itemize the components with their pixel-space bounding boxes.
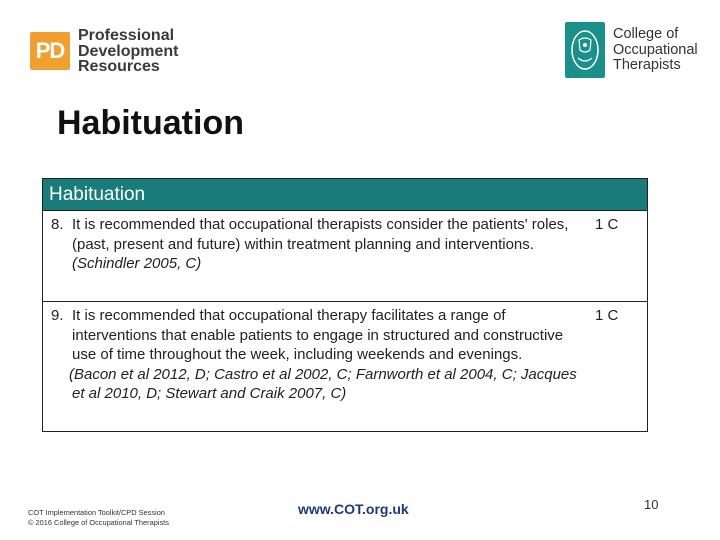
table-header: Habituation xyxy=(43,179,647,211)
cot-logo-text xyxy=(613,27,698,74)
footer-copyright-line: © 2016 College of Occupational Therapists xyxy=(28,518,169,527)
table-row xyxy=(43,211,647,302)
recommendation-number: 8. xyxy=(51,216,64,233)
recommendation-grade: 1 C xyxy=(595,216,619,233)
page-number: 10 xyxy=(644,497,659,512)
pd-badge: PD xyxy=(30,32,70,70)
recommendation-citation: (Schindler 2005, C) xyxy=(72,255,202,272)
cot-logo xyxy=(565,22,715,80)
cot-logo-line-3: Therapists xyxy=(613,57,681,73)
pd-logo xyxy=(30,28,180,76)
recommendation-body: It is recommended that occupational therapy facilitates a range of interventions that enable patients to engage in structured and constructive use of time throughout the week, including weekends and evenings. xyxy=(72,307,564,363)
recommendation-text xyxy=(69,306,582,404)
table-row xyxy=(43,302,647,430)
recommendations-table xyxy=(42,178,648,432)
pd-logo-text xyxy=(78,28,178,75)
recommendation-text xyxy=(72,215,582,274)
pd-logo-line-2: Development xyxy=(78,42,179,60)
cot-logo-line-2: Occupational xyxy=(613,41,698,58)
slide-title: Habituation xyxy=(57,104,244,142)
recommendation-number: 9. xyxy=(51,307,64,324)
recommendation-grade: 1 C xyxy=(595,307,619,324)
pd-logo-line-3: Resources xyxy=(78,58,160,75)
pd-logo-line-1: Professional xyxy=(78,27,175,44)
cot-emblem-icon xyxy=(565,22,605,78)
footer-credits xyxy=(28,508,169,528)
footer-website-link[interactable]: www.COT.org.uk xyxy=(298,501,409,517)
recommendation-body: It is recommended that occupational therapists consider the patients' roles, (past, present and future) within treatment planning and interventions. xyxy=(72,216,569,253)
footer-toolkit-line: COT Implementation Toolkit/CPD Session xyxy=(28,508,165,517)
cot-logo-line-1: College of xyxy=(613,26,679,42)
recommendation-citation: (Bacon et al 2012, D; Castro et al 2002, C; Farnworth et al 2004, C; Jacques et al 2010, D; Stewart and Craik 2007, C) xyxy=(69,365,577,402)
